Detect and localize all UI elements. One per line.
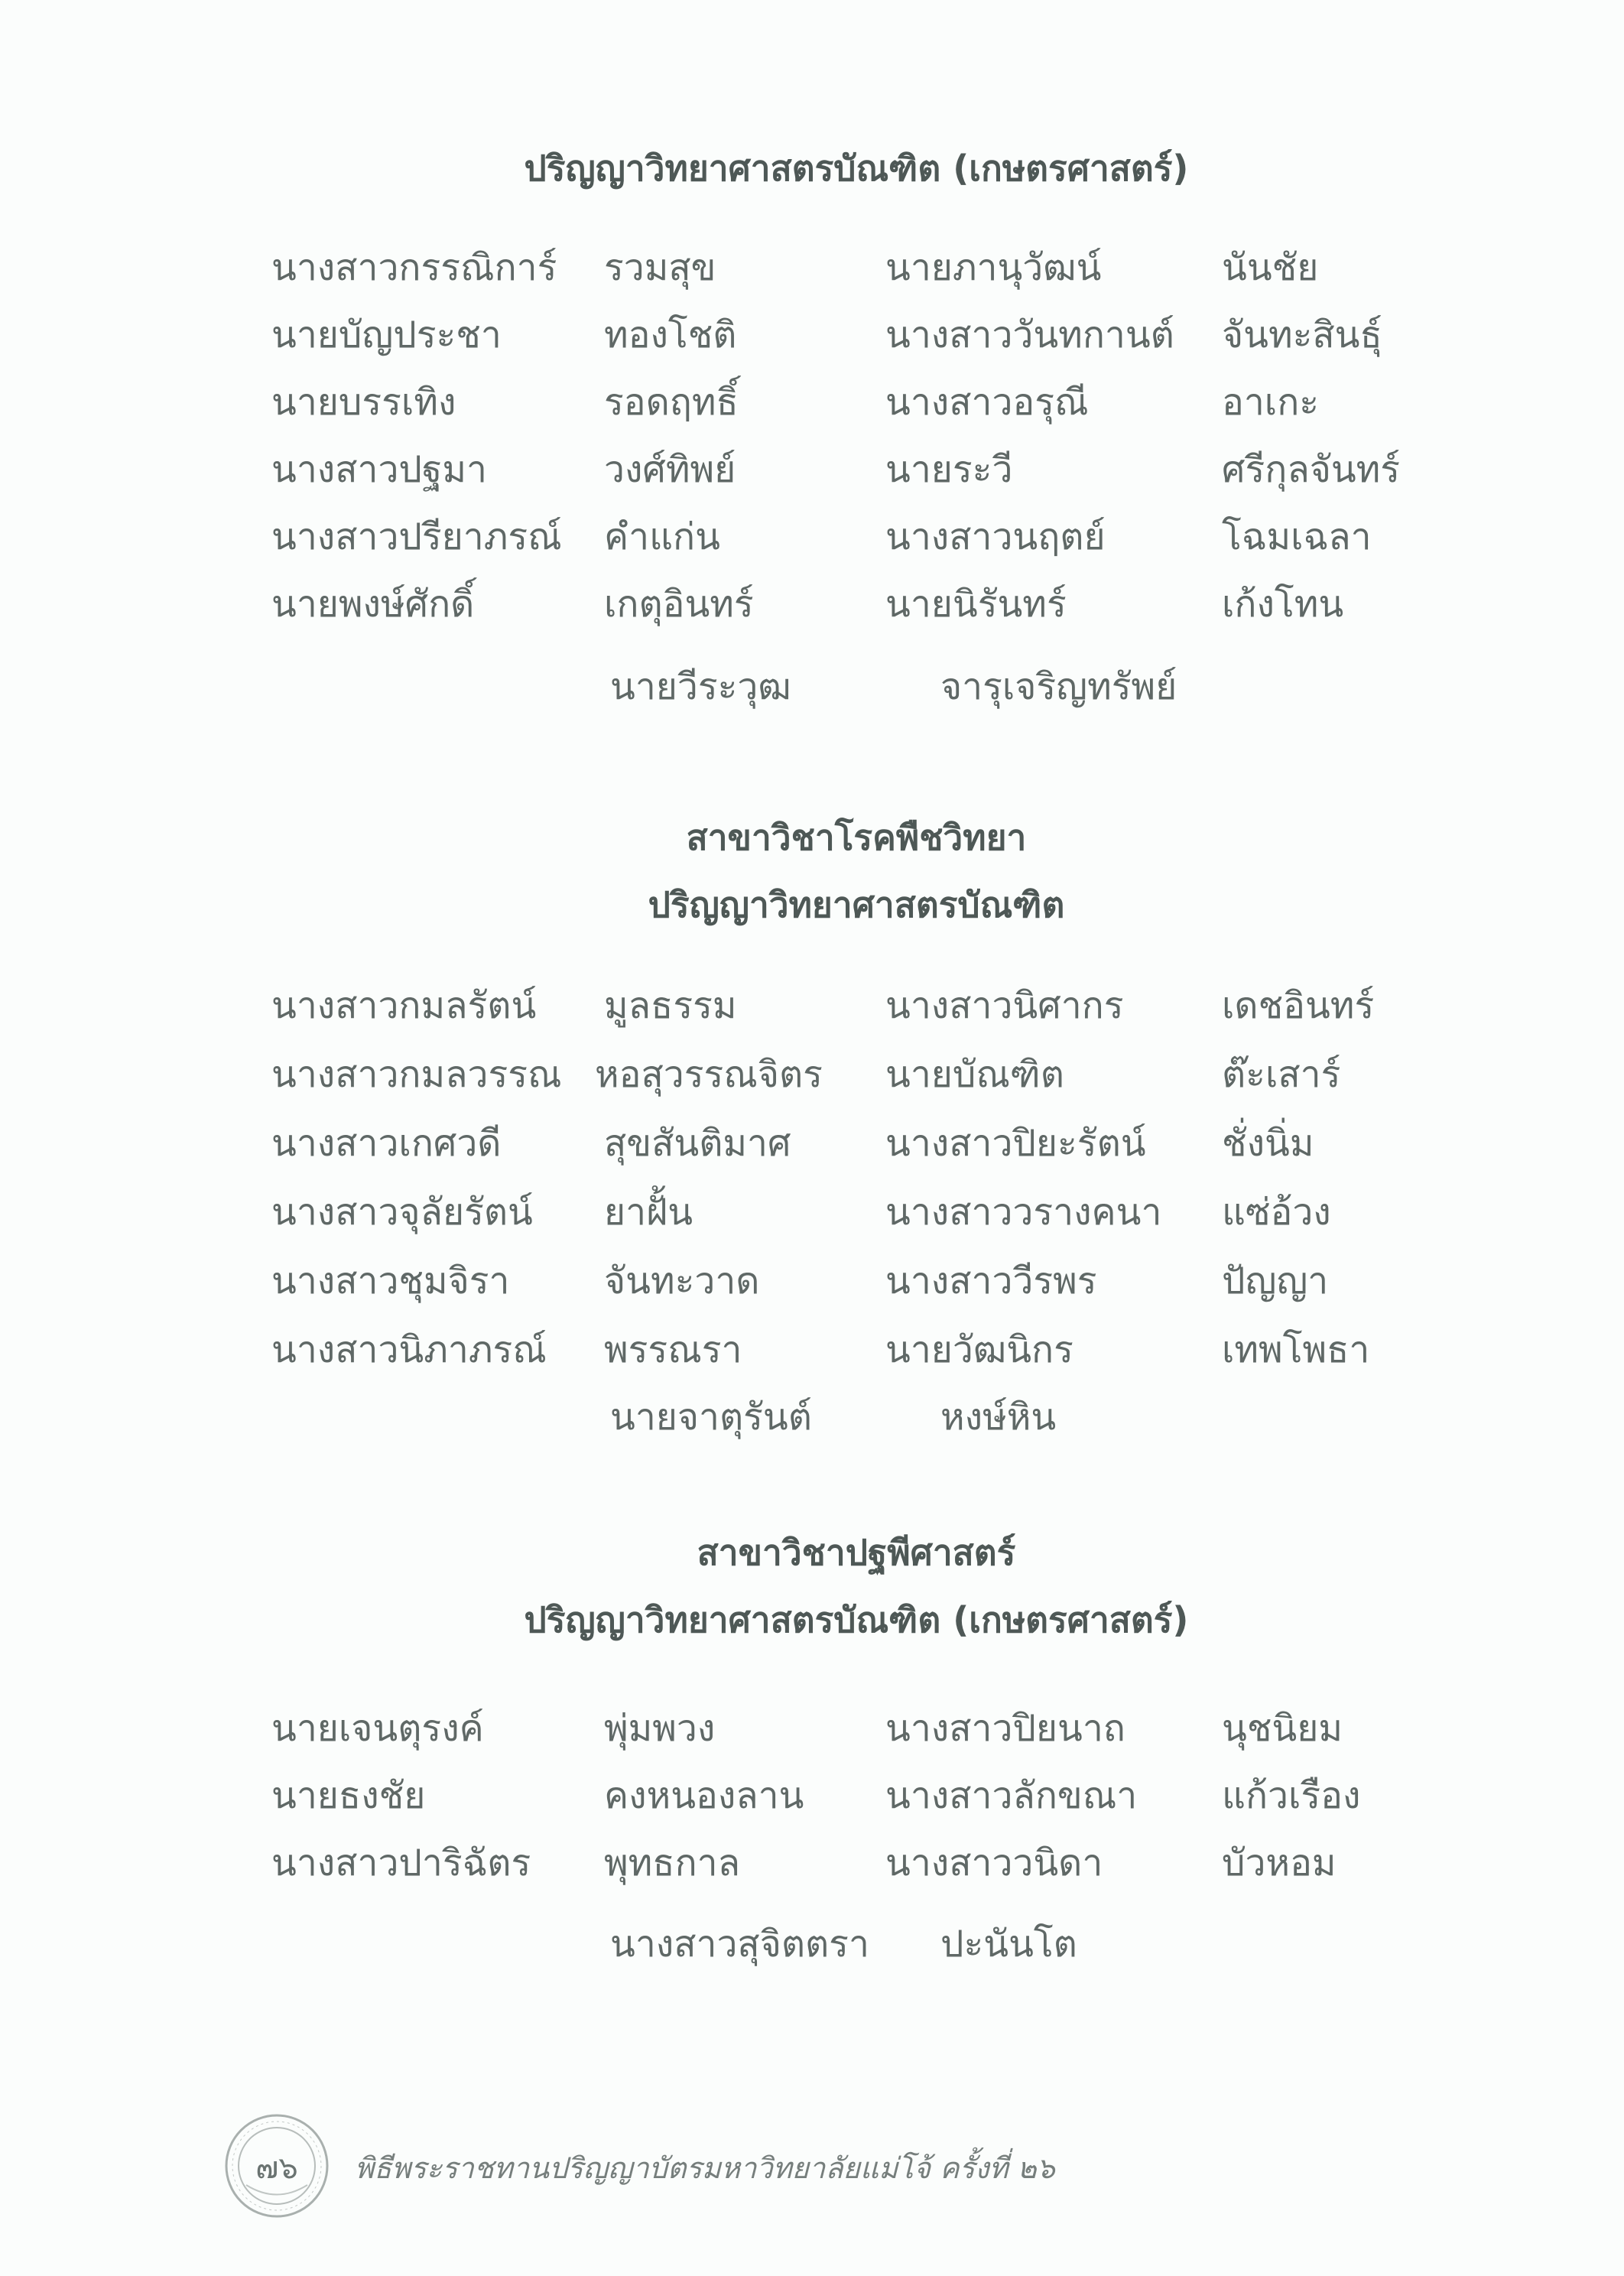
first-name: นายวัฒนิกร — [885, 1328, 1073, 1371]
surname: หงษ์หิน — [940, 1396, 1057, 1439]
first-name: นางสาวนิภาภรณ์ — [271, 1328, 547, 1371]
surname: หอสุวรรณจิตร — [595, 1053, 823, 1096]
first-name: นายภานุวัฒน์ — [885, 246, 1102, 289]
first-name: นางสาวกรรณิการ์ — [271, 246, 557, 289]
surname: แซ่อ้วง — [1222, 1191, 1331, 1234]
first-name: นางสาวนิศากร — [885, 984, 1124, 1027]
surname: เกตุอินทร์ — [604, 583, 754, 626]
first-name: นางสาวกมลวรรณ — [271, 1053, 562, 1096]
surname: อาเกะ — [1222, 381, 1320, 424]
page-number: ๗๖ — [255, 2151, 298, 2186]
surname: พุ่มพวง — [604, 1707, 716, 1750]
surname: พรรณรา — [604, 1328, 742, 1371]
surname: ยาฝั้น — [604, 1191, 693, 1234]
first-name: นายวีระวุฒ — [610, 665, 791, 708]
first-name: นางสาวเกศวดี — [271, 1122, 502, 1165]
footer-caption: พิธีพระราชทานปริญญาบัตรมหาวิทยาลัยแม่โจ้ ครั้งที่ ๒๖ — [355, 2151, 1055, 2185]
surname: ปะนันโต — [940, 1923, 1077, 1965]
surname: แก้วเรือง — [1222, 1774, 1361, 1817]
surname: เดชอินทร์ — [1222, 984, 1375, 1027]
first-name: นายจาตุรันต์ — [610, 1396, 812, 1439]
surname: ชั่งนิ่ม — [1222, 1122, 1314, 1165]
surname: สุขสันติมาศ — [604, 1122, 791, 1165]
surname: รวมสุข — [604, 246, 716, 289]
first-name: นางสาววนิดา — [885, 1842, 1103, 1884]
surname: ศรีกุลจันทร์ — [1222, 448, 1401, 491]
first-name: นางสาวปรียาภรณ์ — [271, 515, 562, 558]
surname: บัวหอม — [1222, 1842, 1337, 1884]
first-name: นางสาวปาริฉัตร — [271, 1842, 531, 1884]
first-name: นางสาวสุจิตตรา — [610, 1923, 869, 1965]
surname: รอดฤทธิ์ — [604, 381, 739, 424]
section-3-subtitle: ปริญญาวิทยาศาสตรบัณฑิต (เกษตรศาสตร์) — [524, 1599, 1189, 1640]
first-name: นายพงษ์ศักดิ์ — [271, 583, 475, 626]
first-name: นายนิรันทร์ — [885, 583, 1067, 626]
surname: จันทะสินธุ์ — [1222, 314, 1382, 356]
first-name: นางสาวปิยะรัตน์ — [885, 1122, 1146, 1165]
university-seal-icon — [223, 2112, 330, 2219]
surname: ปัญญา — [1222, 1260, 1329, 1302]
first-name: นางสาวปิยนาถ — [885, 1707, 1125, 1750]
surname: นันชัย — [1222, 246, 1319, 289]
surname: วงศ์ทิพย์ — [604, 448, 736, 491]
first-name: นางสาวปฐมา — [271, 448, 487, 491]
page-footer — [223, 2112, 1447, 2219]
surname: จันทะวาด — [604, 1260, 760, 1302]
first-name: นายบัณฑิต — [885, 1053, 1064, 1096]
surname: ทองโชติ — [604, 314, 737, 356]
first-name: นางสาววันทกานต์ — [885, 314, 1174, 356]
first-name: นางสาววรางคนา — [885, 1191, 1162, 1234]
first-name: นางสาวจุลัยรัตน์ — [271, 1191, 533, 1234]
first-name: นายบัญประชา — [271, 314, 502, 356]
first-name: นายเจนตุรงค์ — [271, 1707, 484, 1750]
section-1-title: ปริญญาวิทยาศาสตรบัณฑิต (เกษตรศาสตร์) — [524, 148, 1189, 189]
surname: โฉมเฉลา — [1222, 515, 1372, 558]
section-2-subtitle: ปริญญาวิทยาศาสตรบัณฑิต — [648, 884, 1065, 925]
surname: ต๊ะเสาร์ — [1222, 1053, 1341, 1096]
section-2-title: สาขาวิชาโรคพืชวิทยา — [686, 817, 1027, 858]
first-name: นางสาวนฤตย์ — [885, 515, 1106, 558]
first-name: นางสาวชุมจิรา — [271, 1260, 510, 1302]
surname: คงหนองลาน — [604, 1774, 804, 1817]
first-name: นางสาวลักขณา — [885, 1774, 1138, 1817]
surname: เก้งโทน — [1222, 583, 1344, 626]
first-name: นางสาวอรุณี — [885, 381, 1089, 424]
first-name: นางสาวกมลรัตน์ — [271, 984, 537, 1027]
first-name: นายระวี — [885, 448, 1013, 491]
surname: มูลธรรม — [604, 984, 737, 1027]
first-name: นางสาววีรพร — [885, 1260, 1097, 1302]
surname: คำแก่น — [604, 515, 720, 558]
surname: จารุเจริญทรัพย์ — [940, 665, 1177, 708]
first-name: นายธงชัย — [271, 1774, 426, 1817]
surname: พุทธกาล — [604, 1842, 741, 1884]
surname: เทพโพธา — [1222, 1328, 1370, 1371]
first-name: นายบรรเทิง — [271, 381, 456, 424]
surname: นุชนิยม — [1222, 1707, 1343, 1750]
section-3-title: สาขาวิชาปฐพีศาสตร์ — [697, 1532, 1016, 1573]
